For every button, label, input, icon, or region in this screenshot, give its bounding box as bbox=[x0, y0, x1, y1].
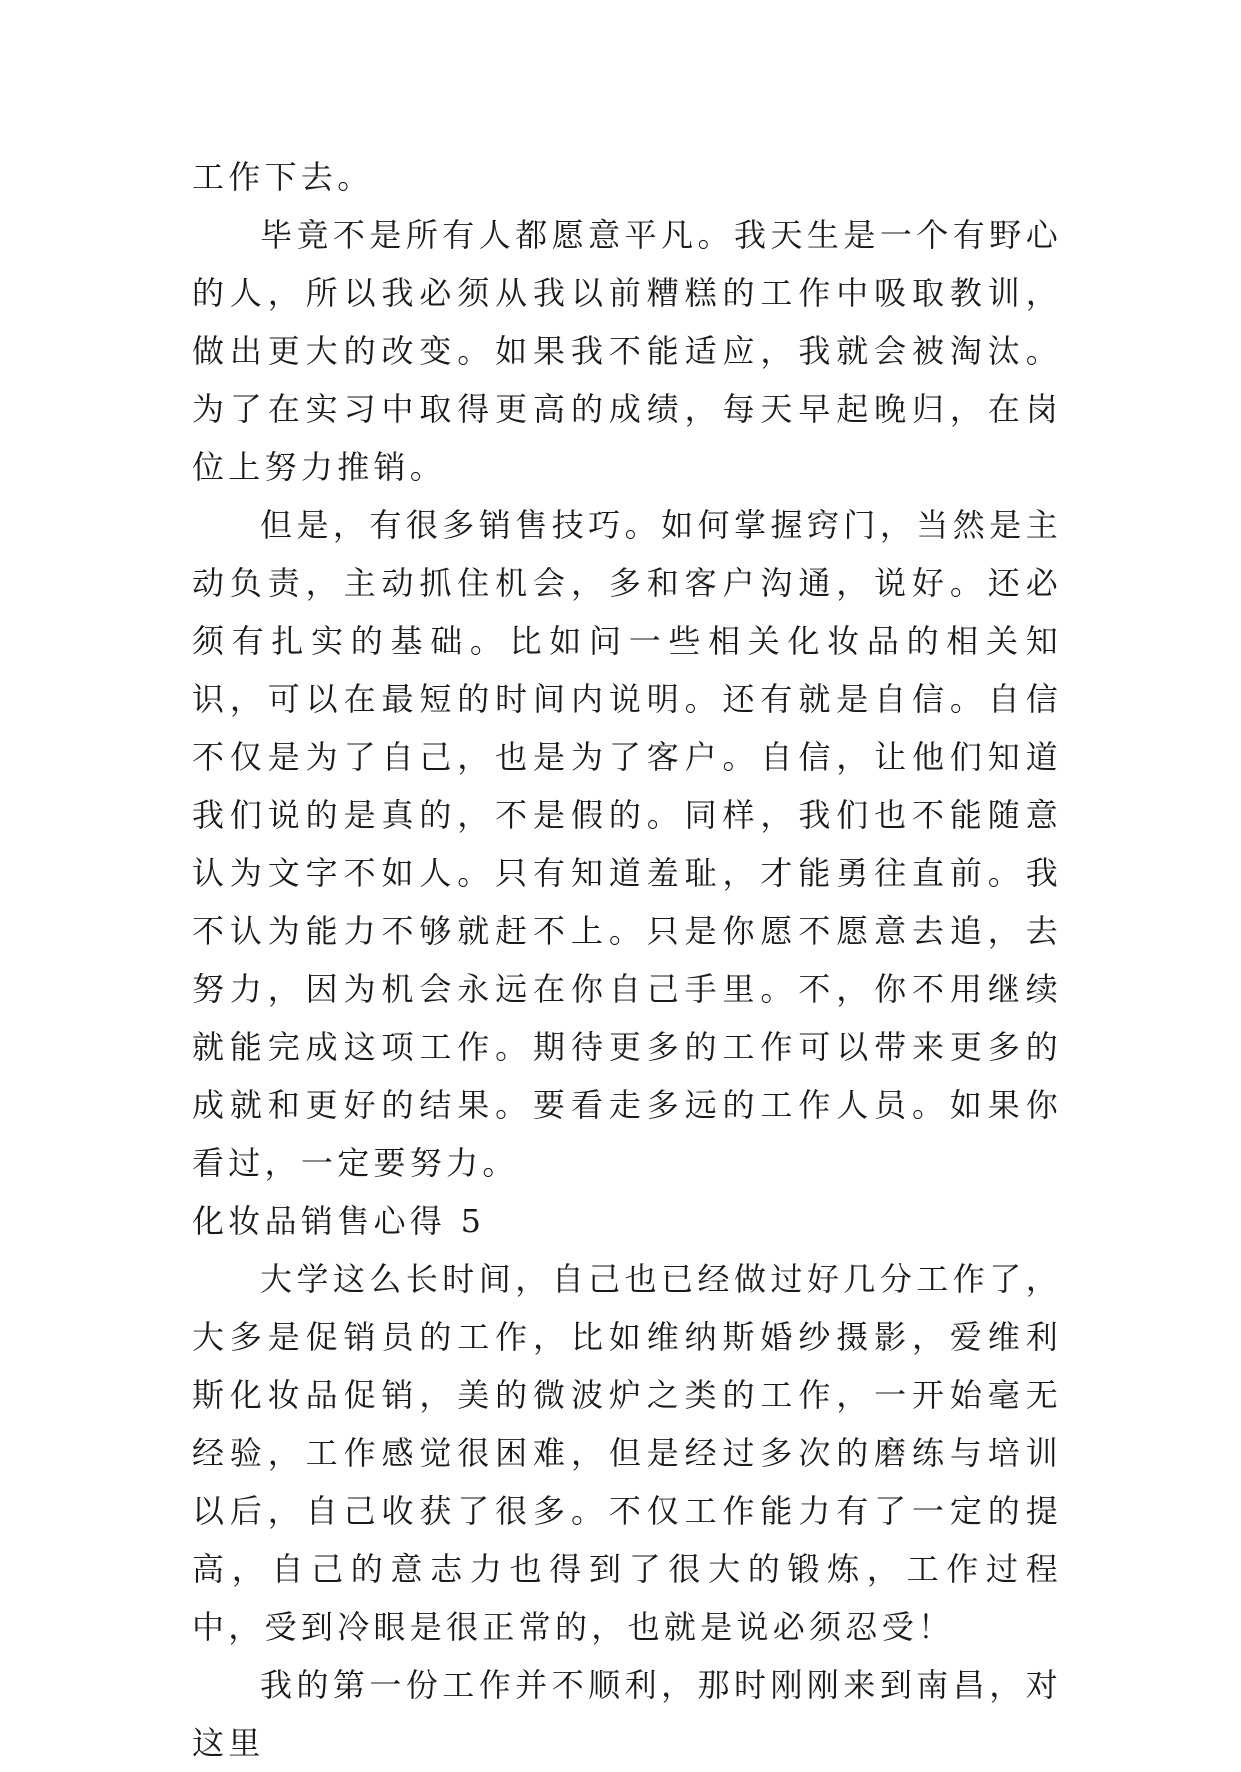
document-body bbox=[192, 148, 1062, 1772]
section-heading: 化妆品销售心得 5 bbox=[192, 1202, 486, 1240]
paragraph-university-work: 大学这么长时间，自己也已经做过好几分工作了，大多是促销员的工作，比如维纳斯婚纱摄影，爱维利斯化妆品促销，美的微波炉之类的工作，一开始毫无经验，工作感觉很困难，但是经过多次的磨练与培训以后，自己收获了很多。不仅工作能力有了一定的提高，自己的意志力也得到了很大的锻炼，工作过程中，受到冷眼是很正常的，也就是说必须忍受！ bbox=[192, 1260, 1062, 1646]
paragraph-ambition: 毕竟不是所有人都愿意平凡。我天生是一个有野心的人，所以我必须从我以前糟糕的工作中吸取教训，做出更大的改变。如果我不能适应，我就会被淘汰。为了在实习中取得更高的成绩，每天早起晚归，在岗位上努力推销。 bbox=[192, 216, 1062, 486]
paragraph-continuation: 工作下去。 bbox=[192, 158, 374, 196]
paragraph-first-job: 我的第一份工作并不顺利，那时刚刚来到南昌，对这里 bbox=[192, 1666, 1062, 1762]
paragraph-sales-skills: 但是，有很多销售技巧。如何掌握窍门，当然是主动负责，主动抓住机会，多和客户沟通，说好。还必须有扎实的基础。比如问一些相关化妆品的相关知识，可以在最短的时间内说明。还有就是自信。自信不仅是为了自己，也是为了客户。自信，让他们知道我们说的是真的，不是假的。同样，我们也不能随意认为文字不如人。只有知道羞耻，才能勇往直前。我不认为能力不够就赶不上。只是你愿不愿意去追，去努力，因为机会永远在你自己手里。不，你不用继续就能完成这项工作。期待更多的工作可以带来更多的成就和更好的结果。要看走多远的工作人员。如果你看过，一定要努力。 bbox=[192, 506, 1062, 1182]
